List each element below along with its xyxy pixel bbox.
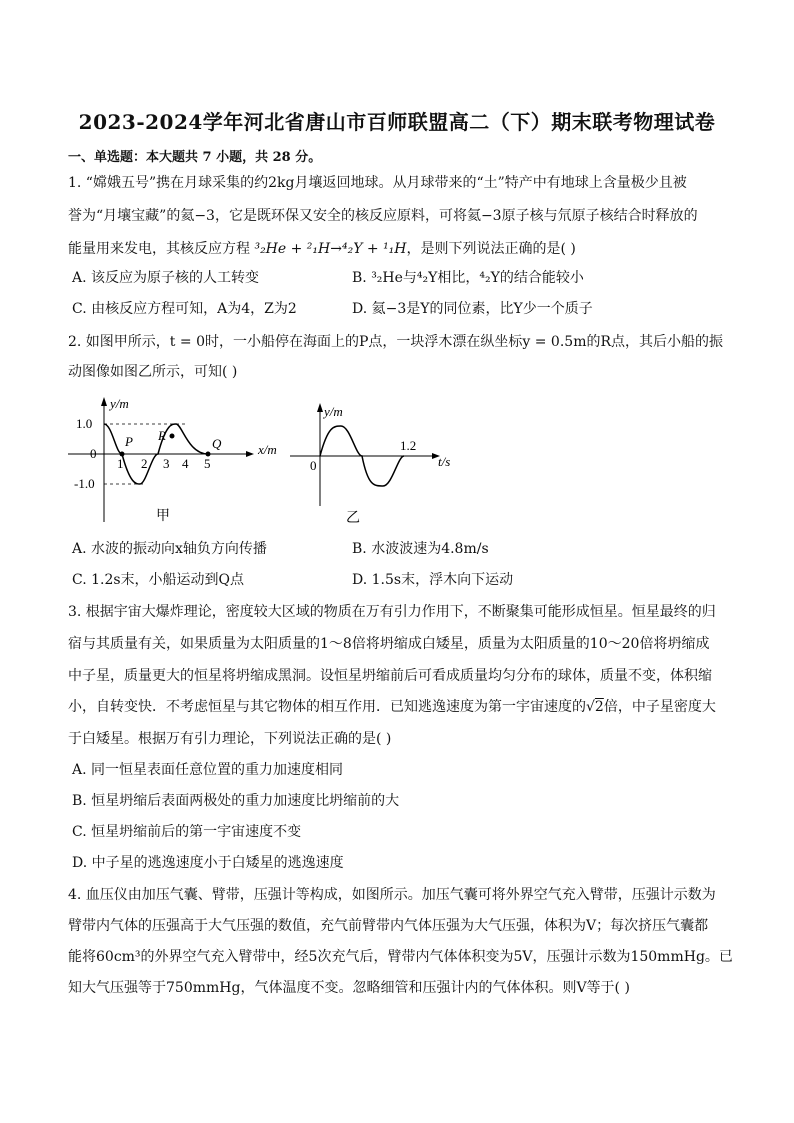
x-tick-2: 2 [141, 456, 148, 471]
label-r: R [158, 428, 166, 443]
x-tick-3: 3 [163, 456, 170, 471]
q1-line-3-text: 能量用来发电，其核反应方程 [68, 241, 255, 257]
x-tick-5: 5 [204, 456, 211, 471]
y-tick-bottom: -1.0 [74, 476, 95, 491]
q3-line-4 [68, 697, 728, 717]
q2-line-1: 2. 如图甲所示，t = 0时，一小船停在海面上的P点，一块浮木漂在纵坐标y = 0.5m的R点，其后小船的振 [68, 334, 724, 350]
q3-line-5: 于白矮星。根据万有引力理论，下列说法正确的是( ) [68, 731, 392, 747]
q3-option-b: B. 恒星坍缩后表面两极处的重力加速度比坍缩前的大 [72, 793, 400, 809]
y-tick-top: 1.0 [76, 416, 93, 431]
section-heading: 一、单选题：本大题共 7 小题，共 28 分。 [68, 150, 322, 165]
figure-vibration-graph [288, 398, 468, 532]
figure-wave-graph [68, 392, 288, 532]
q4-line-2: 臂带内气体的压强高于大气压强的数值，充气前臂带内气体压强为大气压强，体积为V；每次挤压气囊都 [68, 918, 709, 934]
q2-option-a: A. 水波的振动向x轴负方向传播 [72, 541, 267, 557]
q3-option-c: C. 恒星坍缩前后的第一宇宙速度不变 [72, 824, 302, 840]
q3-line-2: 宿与其质量有关，如果质量为太阳质量的1～8倍将坍缩成白矮星，质量为太阳质量的10～20倍将坍缩成 [68, 636, 710, 652]
q4-line-4: 知大气压强等于750mmHg，气体温度不变。忽略细管和压强计内的气体体积。则V等于( ) [68, 980, 630, 996]
x-tick-4: 4 [182, 456, 189, 471]
origin-label: 0 [310, 458, 317, 473]
y-axis-arrow [317, 403, 323, 412]
q1-option-a: A. 该反应为原子核的人工转变 [72, 270, 260, 286]
caption-yi: 乙 [346, 511, 360, 526]
q4-line-1: 4. 血压仪由加压气囊、臂带，压强计等构成，如图所示。加压气囊可将外界空气充入臂带，压强计示数为 [68, 887, 716, 903]
label-p: P [125, 434, 133, 449]
x-tick-1: 1 [117, 456, 124, 471]
q3-line-3: 中子星，质量更大的恒星将坍缩成黑洞。设恒星坍缩前后可看成质量均匀分布的球体，质量不变，体积缩 [68, 668, 712, 684]
q2-option-d: D. 1.5s末，浮木向下运动 [352, 572, 514, 588]
q2-option-c: C. 1.2s末，小船运动到Q点 [72, 572, 245, 588]
label-q: Q [212, 436, 222, 451]
sqrt-radicand: 2 [594, 699, 604, 715]
sqrt-symbol: √ [586, 699, 595, 715]
point-p [120, 452, 125, 457]
point-r [170, 434, 175, 439]
x-axis-label: x/m [258, 442, 277, 457]
point-q [206, 452, 211, 457]
q3-line-4-tail: 倍，中子星密度大 [603, 699, 716, 715]
q1-option-b: B. ³₂He与⁴₂Y相比，⁴₂Y的结合能较小 [352, 270, 584, 286]
caption-jia: 甲 [156, 509, 170, 524]
y-tick-zero: 0 [90, 446, 97, 461]
q1-line-3 [68, 239, 728, 259]
q3-option-d: D. 中子星的逃逸速度小于白矮星的逃逸速度 [72, 855, 344, 871]
q1-option-d: D. 氦−3是Y的同位素，比Y少一个质子 [352, 301, 593, 317]
q3-option-a: A. 同一恒星表面任意位置的重力加速度相同 [72, 762, 344, 778]
q1-line-3-tail: ，是则下列说法正确的是( ) [406, 241, 576, 257]
q1-line-2: 誉为“月壤宝藏”的氦−3，它是既环保又安全的核反应原料，可将氦−3原子核与氘原子核结合时释放的 [68, 208, 698, 224]
y-axis-arrow [101, 397, 107, 406]
tick-label: 1.2 [400, 438, 417, 453]
nuclear-equation: ³₂He + ²₁H→⁴₂Y + ¹₁H [254, 241, 407, 257]
q1-line-1: 1. “嫦娥五号”携在月球采集的约2kg月壤返回地球。从月球带来的“土”特产中有地球上含量极少且被 [68, 175, 687, 191]
q2-option-b: B. 水波波速为4.8m/s [352, 541, 489, 557]
q2-line-2: 动图像如图乙所示，可知( ) [68, 364, 238, 380]
q3-line-4-text: 小，自转变快．不考虑恒星与其它物体的相互作用．已知逃逸速度为第一宇宙速度的 [68, 699, 586, 715]
q1-option-c: C. 由核反应方程可知，A为4，Z为2 [72, 301, 297, 317]
t-axis-label: t/s [438, 454, 451, 469]
page-title: 2023-2024学年河北省唐山市百师联盟高二（下）期末联考物理试卷 [78, 110, 716, 134]
y-axis-label: y/m [110, 396, 129, 411]
y-axis-label: y/m [324, 404, 343, 419]
q4-line-3: 能将60cm³的外界空气充入臂带中，经5次充气后，臂带内气体体积变为5V，压强计示数为150mmHg。已 [68, 949, 733, 965]
q3-line-1: 3. 根据宇宙大爆炸理论，密度较大区域的物质在万有引力作用下，不断聚集可能形成恒星。恒星最终的归 [68, 604, 716, 620]
x-axis-arrow [246, 451, 254, 457]
